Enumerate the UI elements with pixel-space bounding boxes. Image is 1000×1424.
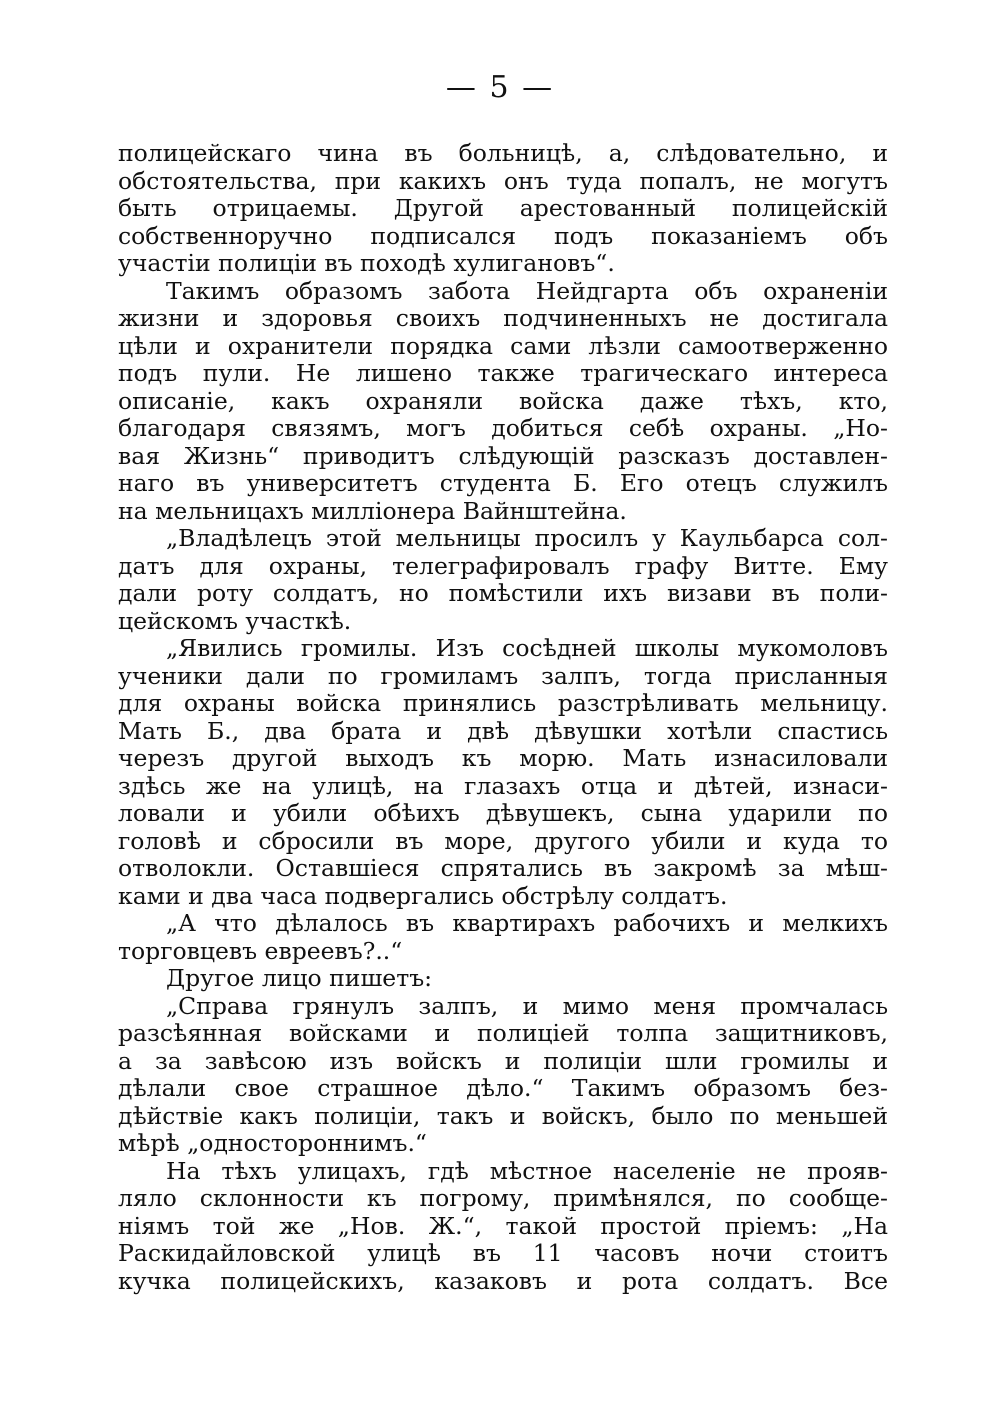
text-line: ками и два часа подвергались обстрѣлу солдатъ. [118,881,728,910]
text-line: отволокли. Оставшіеся спрятались въ закромѣ за мѣш- [118,854,888,882]
text-line: Раскидайловской улицѣ въ 11 часовъ ночи стоитъ [118,1239,888,1267]
text-line: Мать Б., два брата и двѣ дѣвушки хотѣли спастись [118,716,888,745]
text-line: ученики дали по громиламъ залпъ, тогда присланныя [118,661,888,690]
text-line: дѣйствіе какъ полиціи, такъ и войскъ, было по меньшей [118,1101,888,1130]
text-line: благодаря связямъ, могъ добиться себѣ охраны. „Но- [118,414,888,442]
text-line: „Явились громилы. Изъ сосѣдней школы мукомоловъ [166,634,888,662]
text-line: для охраны войска принялись разстрѣливать мельницу. [118,689,888,717]
text-line: собственноручно подписался подъ показаніемъ объ [118,221,888,250]
text-line: ловали и убили обѣихъ дѣвушекъ, сына ударили по [118,799,888,827]
text-line: наго въ университетъ студента Б. Его отецъ служилъ [118,469,888,497]
text-line: черезъ другой выходъ къ морю. Мать изнасиловали [118,744,888,772]
text-line: обстоятельства, при какихъ онъ туда попалъ, не могутъ [118,166,888,195]
text-line: полицейскаго чина въ больницѣ, а, слѣдовательно, и [118,139,888,167]
text-line: участіи полиціи въ походѣ хулигановъ“. [118,249,615,277]
text-line: цѣли и охранители порядка сами лѣзли самоотверженно [118,331,888,360]
text-line: на мельницахъ милліонера Вайнштейна. [118,496,627,525]
text-line: быть отрицаемы. Другой арестованный полицейскій [118,194,888,222]
text-line: дали роту солдатъ, но помѣстили ихъ визави въ поли- [118,579,888,607]
text-line: головѣ и сбросили въ море, другого убили и куда то [118,826,888,855]
text-line: „Владѣлецъ этой мельницы просилъ у Каульбарса сол- [166,524,888,552]
text-line: На тѣхъ улицахъ, гдѣ мѣстное населеніе не прояв- [166,1156,888,1185]
text-line: здѣсь же на улицѣ, на глазахъ отца и дѣтей, изнаси- [118,771,888,800]
text-line: Такимъ образомъ забота Нейдгарта объ охраненіи [166,276,888,305]
text-line: подъ пули. Не лишено также трагическаго интереса [118,359,888,387]
text-line: ніямъ той же „Нов. Ж.“, такой простой пріемъ: „На [118,1211,888,1240]
text-line: Другое лицо пишетъ: [166,964,433,992]
text-line: жизни и здоровья своихъ подчиненныхъ не достигала [118,304,888,332]
text-line: а за завѣсою изъ войскъ и полиціи шли громилы и [118,1046,888,1075]
text-line: мѣрѣ „одностороннимъ.“ [118,1129,427,1157]
text-line: вая Жизнь“ приводитъ слѣдующій разсказъ доставлен- [118,441,888,470]
text-line: „Справа грянулъ залпъ, и мимо меня промчалась [166,991,888,1020]
text-line: „А что дѣлалось въ квартирахъ рабочихъ и мелкихъ [166,909,888,937]
text-line: разсѣянная войсками и полиціей толпа защитниковъ, [118,1019,888,1047]
text-line: торговцевъ евреевъ?..“ [118,936,403,965]
text-line: цейскомъ участкѣ. [118,606,352,635]
text-line: кучка полицейскихъ, казаковъ и рота солдатъ. Все [118,1266,888,1295]
text-line: датъ для охраны, телеграфировалъ графу Витте. Ему [118,551,888,580]
text-line: описаніе, какъ охраняли войска даже тѣхъ, кто, [118,386,888,415]
text-line: ляло склонности къ погрому, примѣнялся, по сообще- [118,1184,888,1212]
text-line: дѣлали свое страшное дѣло.“ Такимъ образомъ без- [118,1074,888,1102]
page-number: — 5 — [445,70,555,105]
body-text [118,140,888,1295]
